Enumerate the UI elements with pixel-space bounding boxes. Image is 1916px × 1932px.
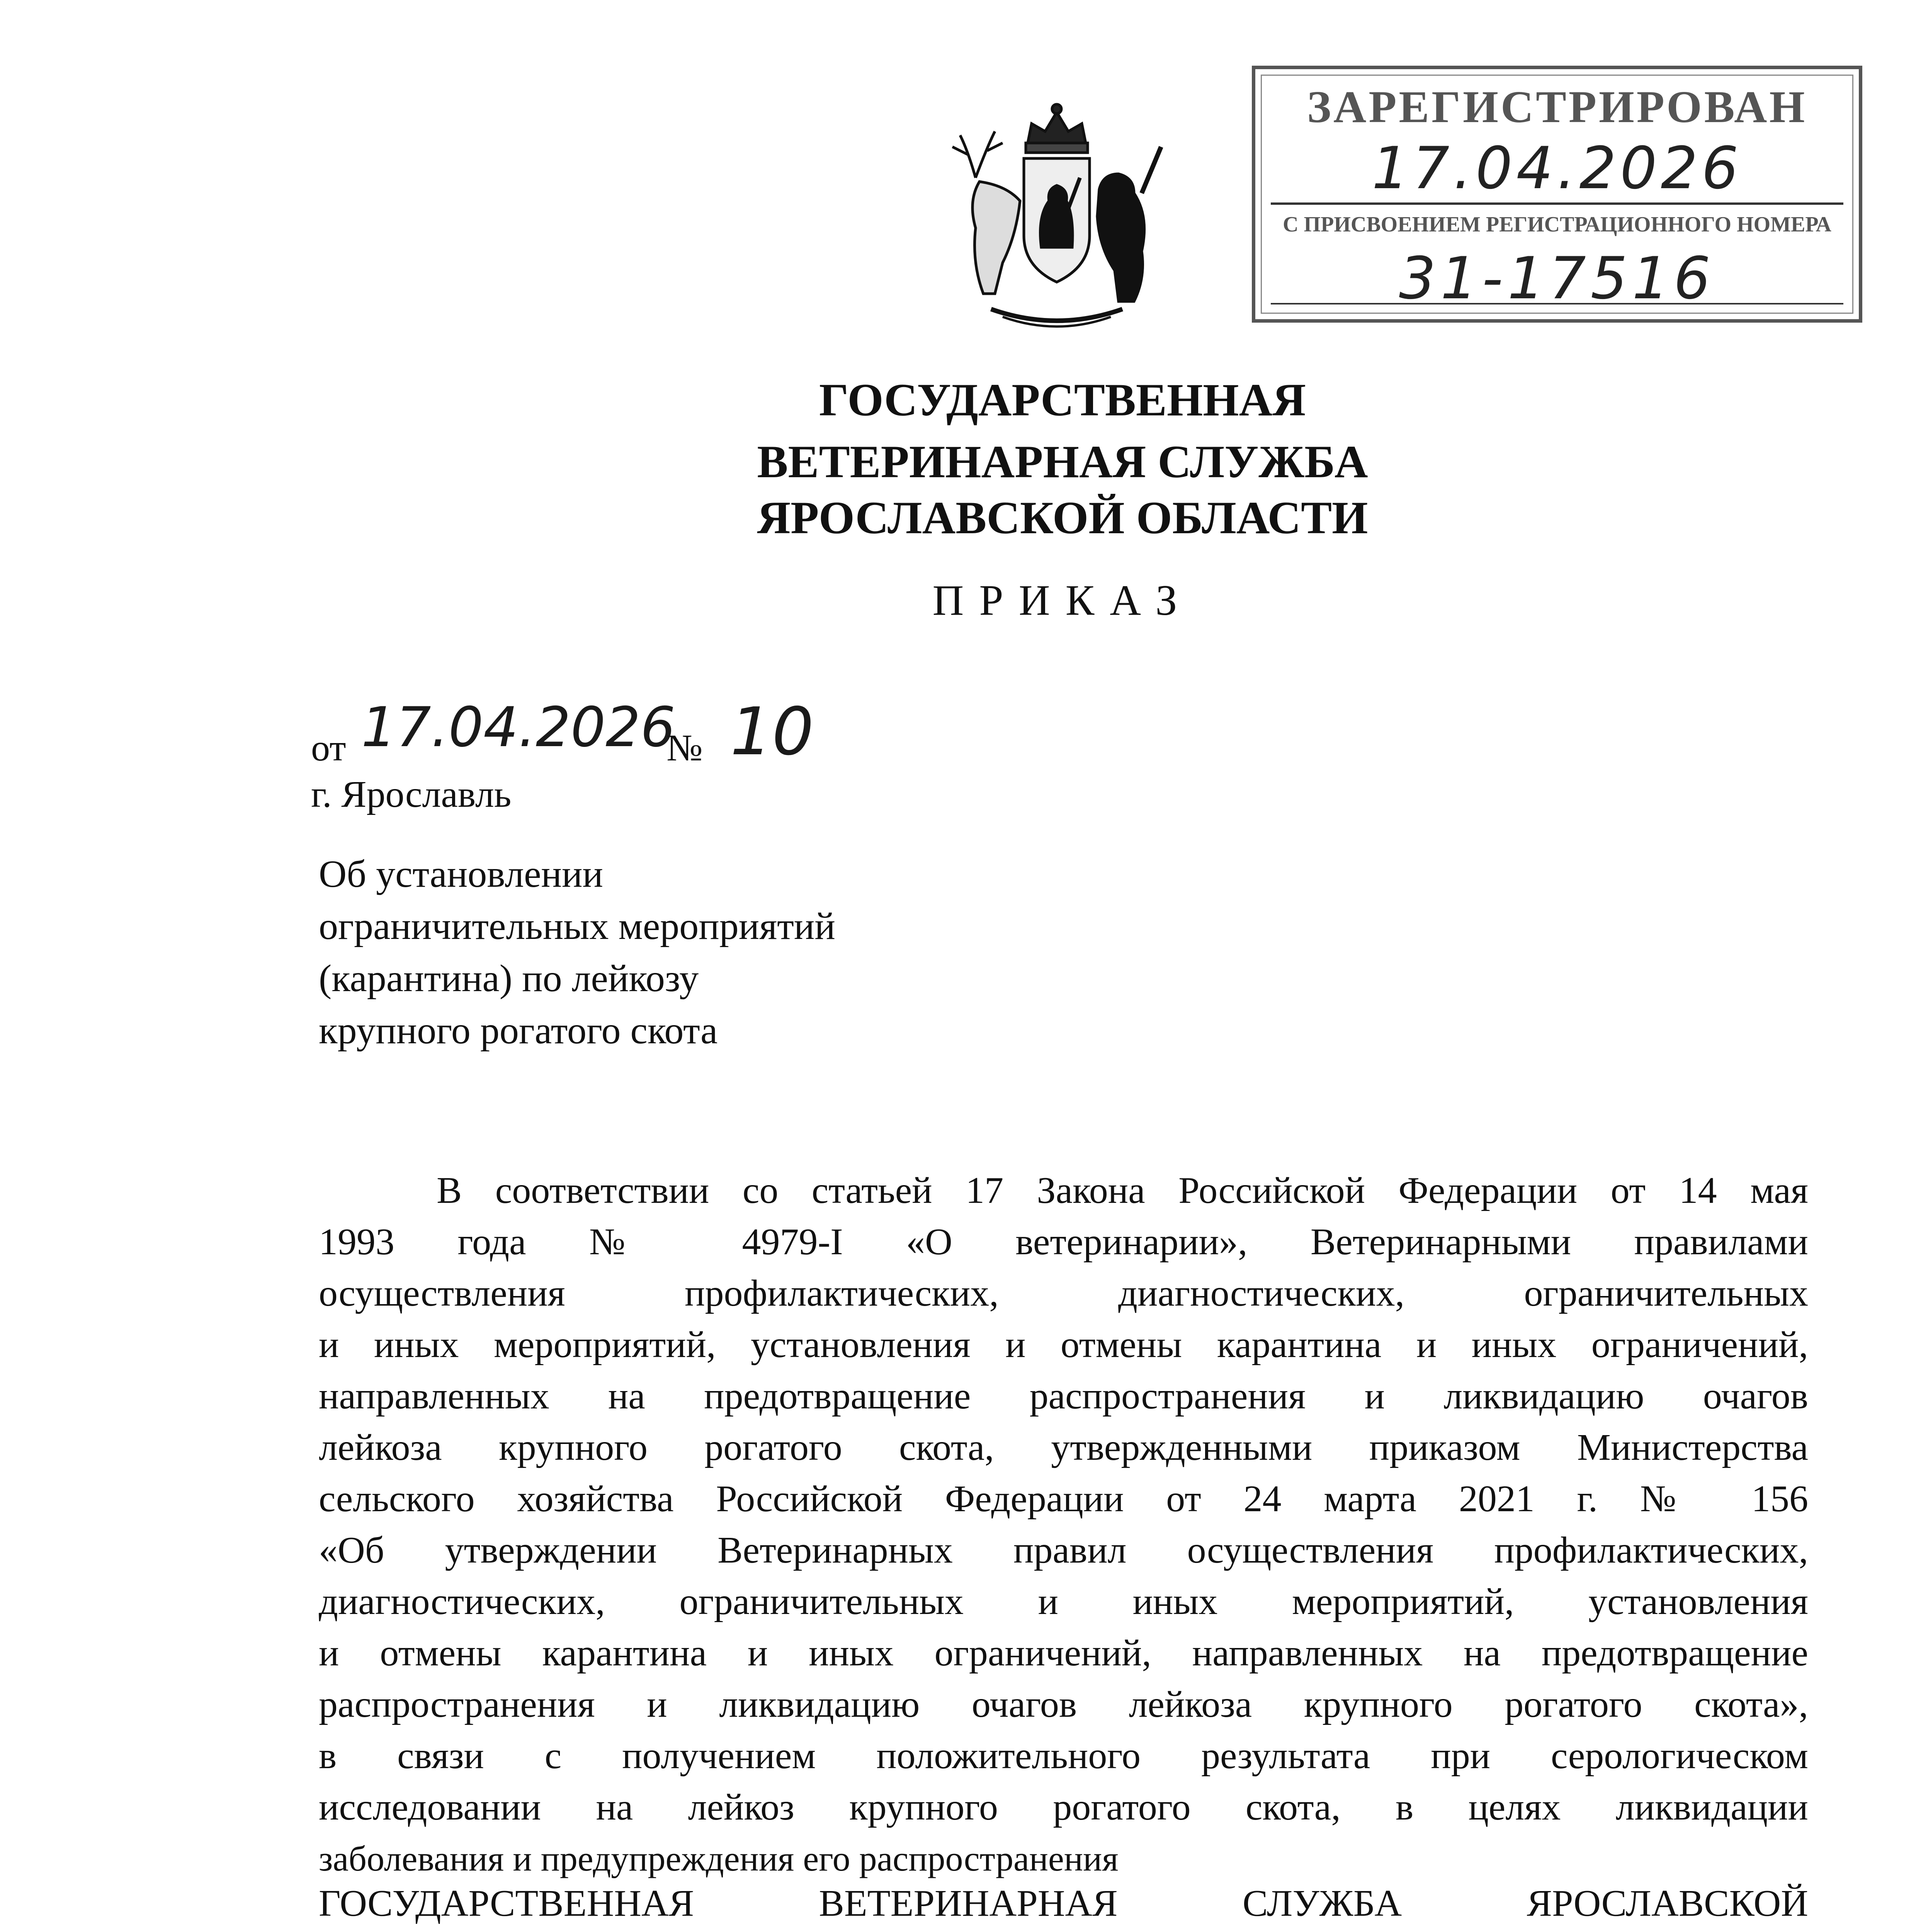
subject-line-2: ограничительных мероприятий xyxy=(319,905,835,947)
preamble-line: и отмены карантина и иных ограничений, направленных на предотвращение xyxy=(319,1632,1808,1674)
preamble-line: сельского хозяйства Российской Федерации от 24 марта 2021 г. № 156 xyxy=(319,1478,1808,1520)
coat-of-arms-emblem xyxy=(945,100,1169,340)
number-label: № xyxy=(666,727,703,769)
preamble-line: заболевания и предупреждения его распространения xyxy=(319,1839,1119,1878)
subject-line-1: Об установлении xyxy=(319,852,604,895)
preamble-line: осуществления профилактических, диагностических, ограничительных xyxy=(319,1272,1808,1314)
preamble-line: исследовании на лейкоз крупного рогатого скота, в целях ликвидации xyxy=(319,1786,1808,1828)
preamble-line: направленных на предотвращение распространения и ликвидацию очагов xyxy=(319,1375,1808,1417)
org-name-line-1: ГОСУДАРСТВЕННАЯ xyxy=(819,374,1306,425)
stamp-registration-number: 31-17516 xyxy=(1399,245,1715,312)
preamble-line: лейкоза крупного рогатого скота, утвержденными приказом Министерства xyxy=(319,1427,1808,1468)
stamp-subtitle: С ПРИСВОЕНИЕМ РЕГИСТРАЦИОННОГО НОМЕРА xyxy=(1283,213,1831,236)
preamble-line: «Об утверждении Ветеринарных правил осуществления профилактических, xyxy=(319,1529,1808,1571)
date-label: от xyxy=(311,727,346,769)
stamp-divider xyxy=(1271,202,1843,205)
stamp-title: ЗАРЕГИСТРИРОВАН xyxy=(1307,82,1807,132)
subject-line-4: крупного рогатого скота xyxy=(319,1009,718,1052)
preamble-line: в связи с получением положительного результата при серологическом xyxy=(319,1735,1808,1777)
preamble-line: распространения и ликвидацию очагов лейкоза крупного рогатого скота», xyxy=(319,1684,1808,1725)
document-number: 10 xyxy=(730,694,814,770)
document-date: 17.04.2026 xyxy=(361,696,676,759)
stamp-divider-bottom xyxy=(1271,303,1843,304)
preamble-line: диагностических, ограничительных и иных мероприятий, установления xyxy=(319,1581,1808,1622)
preamble-line: 1993 года № 4979-I «О ветеринарии», Ветеринарными правилами xyxy=(319,1221,1808,1263)
org-name-line-3: ЯРОСЛАВСКОЙ ОБЛАСТИ xyxy=(757,492,1368,543)
org-name-line-2: ВЕТЕРИНАРНАЯ СЛУЖБА xyxy=(757,436,1368,487)
preamble-line: и иных мероприятий, установления и отмены карантина и иных ограничений, xyxy=(319,1324,1808,1366)
order-phrase-line-1: ГОСУДАРСТВЕННАЯ ВЕТЕРИНАРНАЯ СЛУЖБА ЯРОСЛАВСКОЙ xyxy=(319,1883,1808,1924)
city: г. Ярославль xyxy=(311,774,512,815)
registration-stamp xyxy=(1252,66,1862,323)
order-phrase-line-2 xyxy=(319,1928,790,1932)
preamble-line: В соответствии со статьей 17 Закона Российской Федерации от 14 мая xyxy=(437,1170,1808,1211)
document-type: ПРИКАЗ xyxy=(932,577,1193,624)
stamp-date: 17.04.2026 xyxy=(1372,135,1743,202)
subject-line-3: (карантина) по лейкозу xyxy=(319,957,699,1000)
